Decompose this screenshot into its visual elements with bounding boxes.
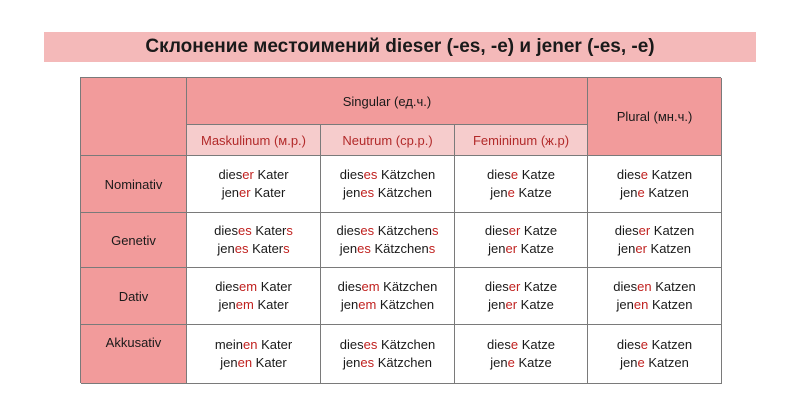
stem: Kater (257, 279, 292, 294)
page-title: Склонение местоимений dieser (-es, -e) и jener (-es, -e) (44, 32, 756, 62)
ending: e (637, 185, 645, 200)
pronoun-form (487, 336, 555, 354)
table-cell (588, 325, 722, 384)
stem: Kater (253, 167, 289, 182)
stem: Katze (520, 223, 558, 238)
pronoun-form (222, 184, 286, 202)
stem: Kätzchen (376, 297, 435, 312)
pronoun-form (485, 222, 557, 240)
stem: jen (343, 355, 361, 370)
ending: er (635, 241, 647, 256)
ending: es (234, 241, 249, 256)
ending: e (507, 185, 515, 200)
stem: jen (620, 185, 638, 200)
pronoun-form (340, 336, 435, 354)
ending: es (363, 167, 378, 182)
pronoun-form (341, 296, 434, 314)
pronoun-form (218, 166, 288, 184)
stem: Kätzchen (377, 337, 436, 352)
ending: es (357, 241, 371, 256)
stem: Kätzchen (379, 279, 438, 294)
stem: dies (215, 279, 240, 294)
ending: es (360, 355, 375, 370)
stem: Katze (517, 241, 554, 256)
stem: Katzen (648, 337, 693, 352)
table-cell (588, 268, 722, 325)
pronoun-form (620, 354, 689, 372)
stem: dies (613, 279, 638, 294)
pronoun-form (620, 184, 689, 202)
stem: Katzen (648, 167, 693, 182)
pronoun-form (613, 278, 695, 296)
stem: dies (336, 223, 361, 238)
stem: dies (616, 167, 641, 182)
table-corner (81, 78, 187, 156)
stem: jen (339, 241, 358, 256)
stem: Katzen (644, 185, 689, 200)
stem: dies (616, 337, 641, 352)
stem: jen (221, 185, 240, 200)
stem: dies (484, 223, 509, 238)
table-cell (187, 268, 321, 325)
header-plural: Plural (мн.ч.) (588, 78, 722, 156)
ending: er (242, 167, 254, 182)
case-label-dativ: Dativ (81, 268, 187, 325)
stem: dies (337, 279, 362, 294)
pronoun-form (485, 278, 557, 296)
ending: s (283, 241, 290, 256)
table-cell (321, 156, 455, 213)
table-cell (321, 213, 455, 268)
ending: er (508, 223, 521, 238)
table-cell (588, 156, 722, 213)
stem: dies (484, 279, 509, 294)
stem: Katzen (646, 241, 691, 256)
pronoun-form (490, 354, 551, 372)
stem: dies (487, 167, 511, 182)
pronoun-form (340, 166, 435, 184)
stem: Katze (518, 337, 555, 352)
ending: s (286, 223, 293, 238)
case-label-akkusativ: Akkusativ (81, 325, 187, 384)
stem: Katze (520, 279, 558, 294)
pronoun-form (215, 278, 292, 296)
stem: jen (488, 297, 506, 312)
stem: jen (220, 355, 238, 370)
case-label-nominativ: Nominativ (81, 156, 187, 213)
table-cell (187, 156, 321, 213)
pronoun-form (218, 296, 288, 314)
pronoun-form (617, 336, 692, 354)
stem: Kätzchen (374, 223, 432, 238)
stem: Kater (253, 297, 289, 312)
ending: em (235, 297, 254, 312)
stem: jen (616, 297, 634, 312)
header-femininum: Femininum (ж.р) (455, 125, 588, 156)
stem: jen (617, 241, 636, 256)
ending: e (640, 337, 648, 352)
ending: en (637, 279, 652, 294)
stem: Kater (257, 337, 293, 352)
stem: jen (217, 241, 235, 256)
pronoun-form (220, 354, 287, 372)
ending: em (358, 297, 377, 312)
table-cell (588, 213, 722, 268)
ending: er (239, 185, 251, 200)
stem: jen (343, 185, 361, 200)
pronoun-form (618, 240, 691, 258)
stem: Kater (252, 355, 287, 370)
pronoun-form (617, 166, 692, 184)
case-label-genetiv: Genetiv (81, 213, 187, 268)
pronoun-form (615, 222, 695, 240)
stem: jen (490, 355, 508, 370)
stem: jen (490, 185, 508, 200)
stem: dies (339, 167, 364, 182)
stem: Katze (514, 185, 552, 200)
pronoun-form (617, 296, 693, 314)
ending: e (507, 355, 515, 370)
pronoun-form (343, 184, 432, 202)
stem: Katzen (651, 279, 696, 294)
stem: Katzen (644, 355, 689, 370)
pronoun-form (338, 278, 438, 296)
table-cell (187, 213, 321, 268)
header-neutrum: Neutrum (ср.р.) (321, 125, 455, 156)
pronoun-form (215, 336, 292, 354)
ending: e (640, 167, 648, 182)
table-cell (455, 325, 588, 384)
stem: Katzen (650, 223, 695, 238)
pronoun-form (340, 240, 435, 258)
pronoun-form (490, 184, 551, 202)
ending: en (243, 337, 258, 352)
pronoun-form (488, 296, 554, 314)
pronoun-form (487, 166, 555, 184)
ending: er (505, 297, 518, 312)
ending: s (431, 223, 439, 238)
stem: Kater (248, 241, 284, 256)
header-singular: Singular (ед.ч.) (187, 78, 588, 125)
ending: es (360, 223, 375, 238)
pronoun-form (343, 354, 432, 372)
pronoun-form (217, 240, 289, 258)
stem: dies (339, 337, 364, 352)
ending: es (363, 337, 378, 352)
ending: e (510, 167, 519, 182)
ending: er (638, 223, 651, 238)
pronoun-form (214, 222, 293, 240)
header-maskulinum: Maskulinum (м.р.) (187, 125, 321, 156)
stem: Katze (518, 167, 555, 182)
stem: Kater (251, 223, 287, 238)
declension-table (80, 77, 721, 383)
ending: en (633, 297, 649, 312)
stem: Kätzchen (374, 185, 432, 200)
ending: er (505, 241, 518, 256)
stem: dies (214, 223, 238, 238)
table-cell (455, 268, 588, 325)
ending: em (239, 279, 258, 294)
stem: dies (487, 337, 511, 352)
stem: jen (488, 241, 506, 256)
stem: Kätzchen (374, 355, 432, 370)
table-cell (321, 268, 455, 325)
stem: Kätzchen (377, 167, 436, 182)
ending: em (361, 279, 380, 294)
ending: er (508, 279, 521, 294)
stem: dies (614, 223, 639, 238)
ending: es (237, 223, 252, 238)
table-cell (187, 325, 321, 384)
table-cell (455, 213, 588, 268)
stem: jen (218, 297, 236, 312)
ending: e (510, 337, 519, 352)
stem: mein (214, 337, 244, 352)
stem: Katze (517, 297, 554, 312)
ending: es (360, 185, 375, 200)
stem: dies (218, 167, 243, 182)
stem: Kätzchen (370, 241, 429, 256)
stem: Kater (250, 185, 286, 200)
pronoun-form (488, 240, 554, 258)
pronoun-form (337, 222, 439, 240)
stem: jen (340, 297, 359, 312)
stem: Katzen (648, 297, 693, 312)
stem: jen (620, 355, 638, 370)
stem: Katze (514, 355, 552, 370)
table-cell (455, 156, 588, 213)
ending: e (637, 355, 645, 370)
ending: en (237, 355, 253, 370)
ending: s (428, 241, 436, 256)
table-cell (321, 325, 455, 384)
